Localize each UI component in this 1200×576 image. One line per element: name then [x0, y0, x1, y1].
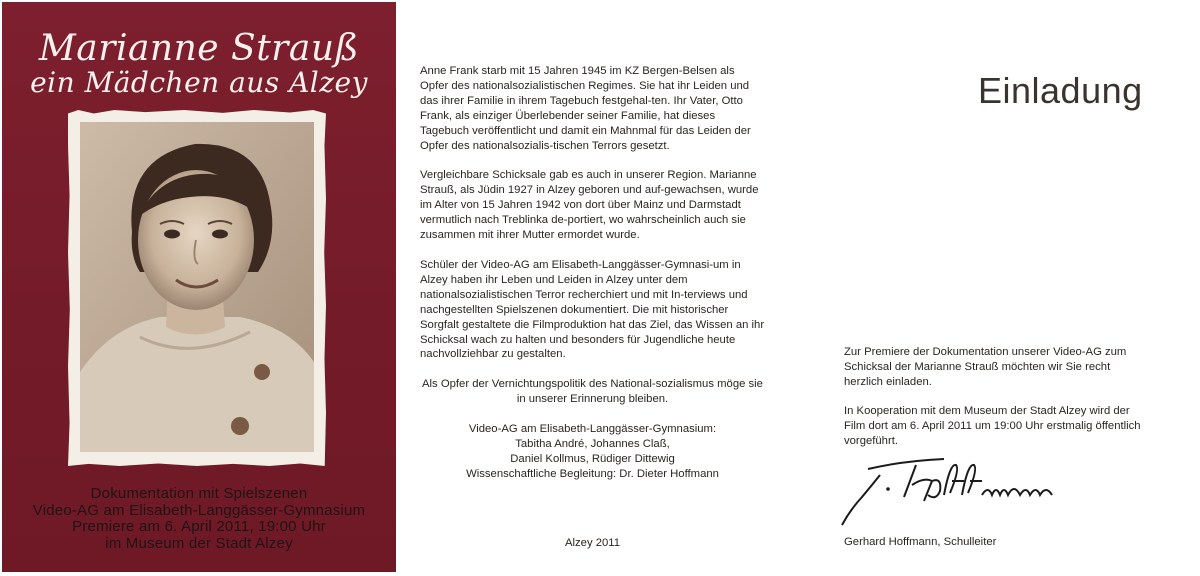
cover-caption [2, 486, 396, 552]
credits [420, 422, 765, 482]
credit-line: Daniel Kollmus, Rüdiger Dittewig [510, 452, 675, 465]
portrait-photo-frame [68, 110, 326, 466]
story-text [420, 64, 765, 482]
paragraph: Schüler der Video-AG am Elisabeth-Langgässer-Gymnasi-um in Alzey haben ihr Leben und Leiden in Alzey unter dem nationalsozialistischen Terror recherchiert und mit In-terviews und nachgestellten Spielszenen dokumentiert. Die mit historischer Sorgfalt gestaltete die Filmproduktion hat das Ziel, das Wissen an ihr Schicksal wach zu halten und besonders für Jugendliche heute nachvollziehbar zu gestalten. [420, 258, 765, 361]
handwritten-signature [832, 455, 1072, 531]
caption-line: Premiere am 6. April 2011, 19:00 Uhr [72, 518, 326, 535]
credit-line: Wissenschaftliche Begleitung: Dr. Dieter Hoffmann [466, 467, 719, 480]
caption-line: Dokumentation mit Spielszenen [90, 485, 308, 502]
place-date: Alzey 2011 [564, 537, 621, 549]
invitation-text [844, 345, 1144, 462]
paragraph: In Kooperation mit dem Museum der Stadt Alzey wird der Film dort am 6. April 2011 um 19:00 Uhr erstmalig öffentlich vorgeführt. [844, 404, 1141, 447]
signer-name: Gerhard Hoffmann, Schulleiter [844, 536, 997, 548]
cover-panel [2, 2, 396, 572]
paragraph: Zur Premiere der Dokumentation unserer Video-AG zum Schicksal der Marianne Strauß möchten wir Sie recht herzlich einladen. [844, 346, 1127, 388]
cover-title: Marianne Strauß [38, 28, 360, 69]
paragraph: Vergleichbare Schicksale gab es auch in unserer Region. Marianne Strauß, als Jüdin 1927 in Alzey geboren und auf-gewachsen, wurde im Alter von 15 Jahren 1942 von dort über Mainz und Darmstadt vermutlich nach Treblinka de-portiert, wo wahrscheinlich auch sie zusammen mit ihrer Mutter ermordet wurde. [420, 169, 759, 242]
caption-line: im Museum der Stadt Alzey [105, 534, 293, 552]
credit-line: Video-AG am Elisabeth-Langgässer-Gymnasium: [468, 423, 717, 436]
invitation-heading: Einladung [978, 70, 1143, 111]
cover-subtitle: ein Mädchen aus Alzey [30, 66, 368, 99]
portrait-photo [80, 122, 314, 452]
caption-line: Video-AG am Elisabeth-Langgässer-Gymnasium [32, 501, 366, 519]
paragraph: Anne Frank starb mit 15 Jahren 1945 im KZ Bergen-Belsen als Opfer des nationalsozialistischen Regimes. Sie hat ihr Leiden und das ihrer Familie in ihrem Tagebuch festgehal-ten. Ihr Vater, Otto Frank, als einziger Überlebender seiner Familie, hat dieses Tagebuch veröffentlicht und damit ein Mahnmal für das Leiden der Opfer des nationalsozialis-tischen Terrors gesetzt. [420, 65, 751, 152]
credit-line: Tabitha André, Johannes Claß, [515, 438, 670, 451]
remembrance-text: Als Opfer der Vernichtungspolitik des National-sozialismus möge sie in unserer Erinnerung bleiben. [422, 378, 763, 406]
